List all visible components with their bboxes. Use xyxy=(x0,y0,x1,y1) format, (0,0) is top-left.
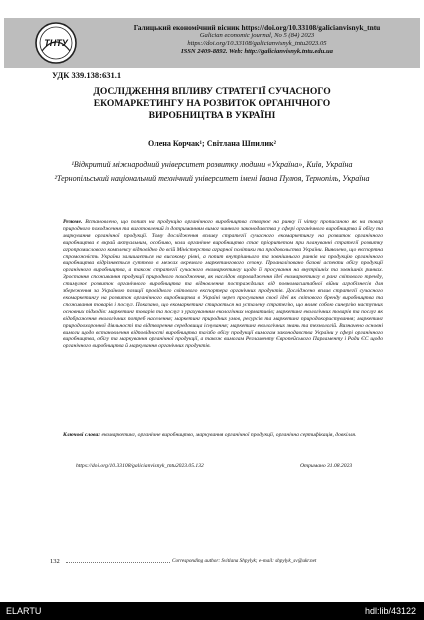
journal-title-uk: Галицький економічний вісник https://doi.org/10.33108/galicianvisnyk_tntu xyxy=(133,23,381,32)
handle-id[interactable]: hdl:lib/43122 xyxy=(364,606,416,616)
affiliations xyxy=(50,160,374,184)
repository-footer-bar xyxy=(0,602,424,620)
journal-issn-web: ISSN 2409-8892. Web: http://galicianvisnyk.tntu.edu.ua xyxy=(181,48,333,55)
abstract xyxy=(63,219,383,350)
affiliation-2: ²Тернопільський національний технічний університет імені Івана Пулюя, Тернопіль, Україна xyxy=(54,174,370,183)
page-number: 132 xyxy=(50,558,60,565)
paper-title xyxy=(40,86,384,122)
footnote-divider xyxy=(66,562,170,563)
corresponding-author: Corresponding author: Svitlana Shpylyk; e-mail: shpylyk_sv@ukr.net xyxy=(172,558,317,564)
abstract-label: Резюме. xyxy=(63,219,83,225)
repository-name[interactable]: ELARTU xyxy=(6,606,42,616)
logo-text: ТНТУ xyxy=(44,38,68,48)
keywords xyxy=(63,432,383,439)
abstract-text: Встановлено, що попит на продукцію органічного виробництва створює на ринку її чітку прописаною як на товар природного походження та виготовлений із дотриманням вимог чинного законодавства у сфері органічного виробництва й обігу та маркування органічної продукції. Тому дослідження впливу стратегії сучасного екомаркетингу на розвиток органічного виробництва є вкрай актуальним, особливо, коли органічне виробництво стає пріоритетом при плануванні стратегії розвитку агропромислового комплексу відповідно до всій Міністерства аграрної політики та продовольства України. Виявлено, що експортна спроможність України залишається на високому рівні, а попит внутрішнього та зовнішнього ринків на продукцію органічного виробництва відрізняється суттєво в межах окремого маркетингового сезону. Проаналізовано базові аспекти обігу продукції органічного виробництва, а також стратегії сучасного екомаркетингу щодо її просування на внутрішніх та зовнішніх ринках. Зростання споживання продукції природного походження, як наслідок впровадження ідеї екомаркетингу в ранг світового тренду, стимулює розвиток органічного виробництва та відновлення постраждалих від повномасштабної війни агробізнесів для збереження за Україною позиції провідного світового експортера органічних продуктів. Досліджено вплив стратегії сучасного екомаркетингу на розвиток органічного виробництва в Україні через просування своєї ідеї як світового бренду виробництва та споживання товарів і послуг. Показано, що екомаркетинг стирається на усталену стратегію, що являє собою синергію наступних основних підходів: маркетинг товарів та послуг з урахуванням екологічних нормативів; маркетинг екологічних товарів та послуг як відображення екологічних потреб населення; маркетинг природних умов, ресурсів та маркетинг природокористування; маркетинг природоохоронної діяльності та відтворення середовища існування; маркетинг екологічних знань та технологій. Визначено основні вимоги щодо встановлення відповідності виробництва та/або обігу продукції вимогам законодавства України у сфері органічного виробництва, обігу та маркування органічної продукції, а також вимогам Регламенту Європейського Парламенту і Ради ЄС щодо органічного виробництва й маркування органічних продуктів. xyxy=(63,219,383,350)
journal-title-en: Galician economic journal, No 5 (84) 2023 xyxy=(199,32,315,39)
journal-header xyxy=(4,18,420,68)
title-line-2: ЕКОМАРКЕТИНГУ НА РОЗВИТОК ОРГАНІЧНОГО xyxy=(93,98,331,109)
journal-logo xyxy=(34,21,78,65)
keywords-label: Ключові слова: xyxy=(63,432,101,438)
authors: Олена Корчак¹; Світлана Шпилик² xyxy=(148,139,276,148)
journal-issue-doi: https://doi.org/10.33108/galicianvisnyk_tntu2023.05 xyxy=(187,40,327,47)
title-line-1: ДОСЛІДЖЕННЯ ВПЛИВУ СТРАТЕГІЇ СУЧАСНОГО xyxy=(93,86,331,97)
affiliation-1: ¹Відкритий міжнародний університет розвитку людини «Україна», Київ, Україна xyxy=(71,160,353,169)
journal-info xyxy=(102,24,412,56)
received-date: Отримано 31.08.2023 xyxy=(300,463,353,469)
keywords-text: екомаркетинг, органічне виробництво, маркування органічної продукції, органічна сертифікація, довкілля. xyxy=(101,432,357,438)
title-line-3: ВИРОБНИЦТВА В УКРАЇНІ xyxy=(148,110,276,121)
article-doi-link[interactable]: https://doi.org/10.33108/galicianvisnyk_tntu2023.05.132 xyxy=(76,463,204,469)
udk-code: УДК 339.138:631.1 xyxy=(52,70,122,80)
